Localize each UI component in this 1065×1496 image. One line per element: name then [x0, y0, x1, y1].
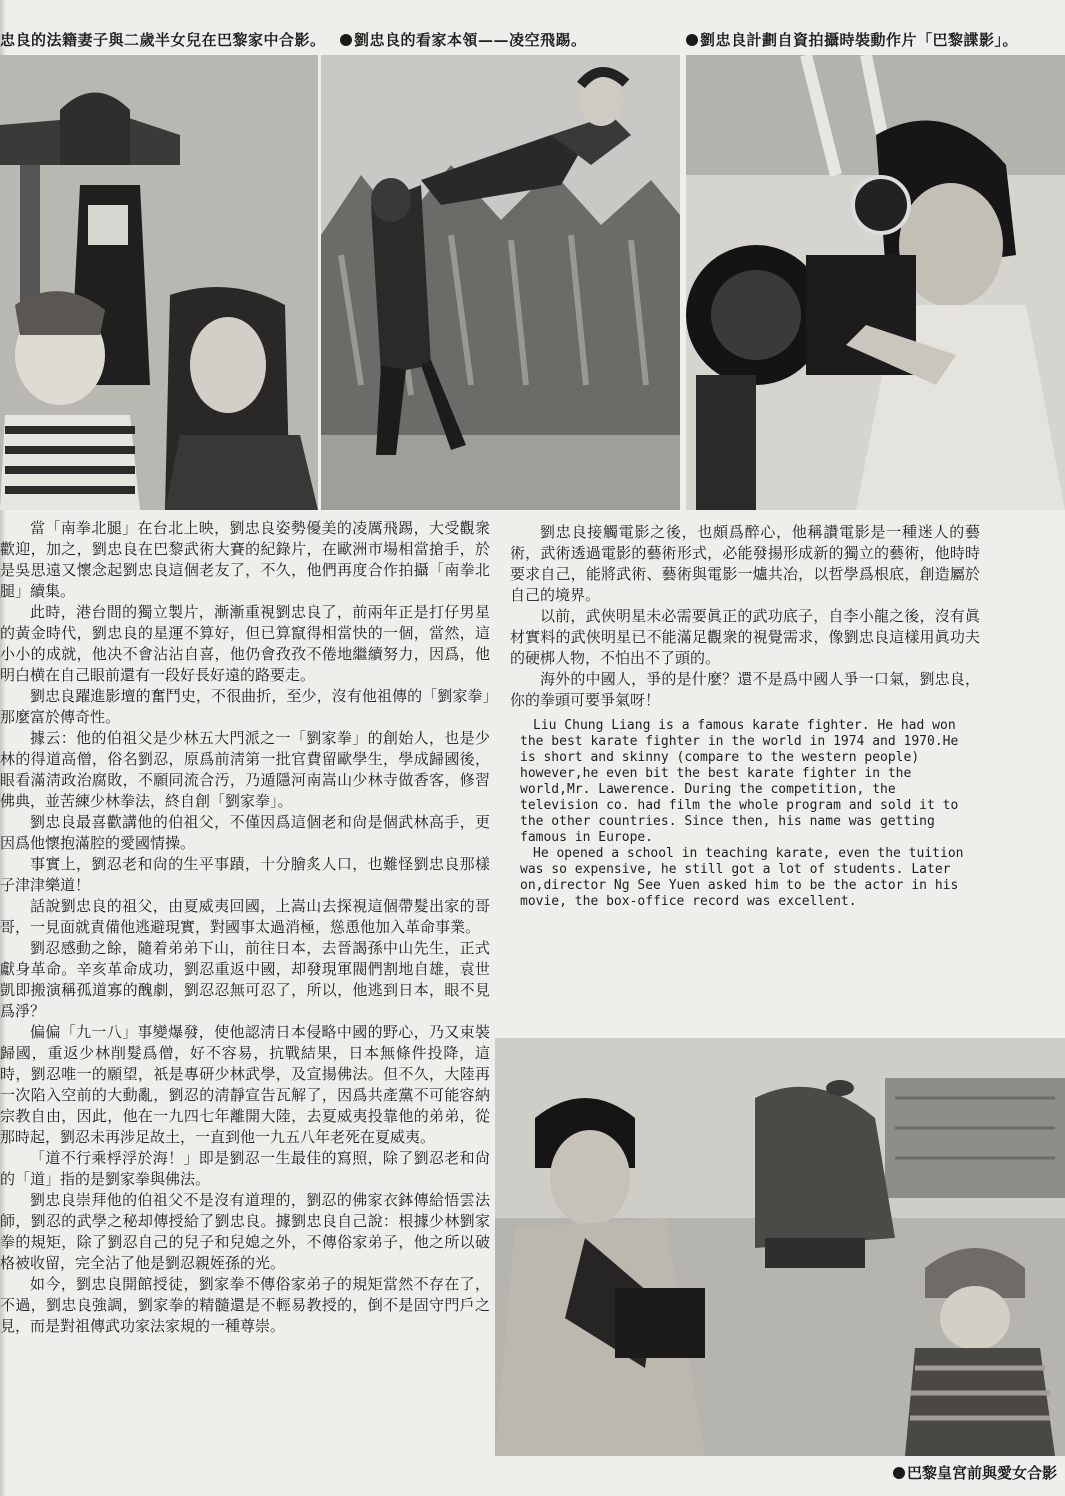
english-paragraph: Liu Chung Liang is a famous karate fighter. He had won the best karate fighter in the world in 1974 and 1970.He is short and skinny (compare to the western people) however,he even bit the best karate fighter in the world,Mr. Lawerence. During the competition, the television co. had film the whole program and sold it to the other countries. Since then, his name was getting famous in Europe.	[520, 718, 959, 845]
caption-family-photo: 忠良的法籍妻子與二歲半女兒在巴黎家中合影。	[0, 31, 326, 49]
article-paragraph: 劉忠良躍進影壇的奮鬥史，不很曲折，至少，沒有他祖傳的「劉家拳」那麼富於傳奇性。	[0, 687, 490, 726]
article-left-column	[0, 518, 490, 1337]
bullet-icon	[893, 1467, 905, 1479]
caption-palace-photo: 巴黎皇宮前與愛女合影	[893, 1462, 1057, 1483]
family-photo	[0, 55, 318, 510]
article-paragraph: 偏偏「九一八」事變爆發，使他認淸日本侵略中國的野心，乃又束裝歸國，重返少林削髮爲僧，好不容易，抗戰結果，日本無條件投降，這時，劉忍唯一的願望，祇是專研少林武學，及宣揚佛法。但不久，大陸再一次陷入空前的大動亂，劉忍的淸靜宣告瓦解了，因爲共產黨不可能容納宗教自由，因此，他在一九四七年離開大陸，去夏威夷投靠他的弟弟，從那時起，劉忍未再涉足故土，一直到他一九五八年老死在夏威夷。	[0, 1023, 490, 1146]
bullet-icon	[340, 34, 352, 46]
article-paragraph: 以前，武俠明星未必需要眞正的武功底子，自李小龍之後，沒有眞材實料的武俠明星已不能滿足觀衆的視覺需求，像劉忠良這樣用眞功夫的硬梆人物，不怕出不了頭的。	[510, 607, 980, 667]
palace-photo	[495, 1038, 1065, 1456]
film-camera-photo	[686, 55, 1065, 510]
article-paragraph: 此時，港台間的獨立製片，漸漸重視劉忠良了，前兩年正是打仔男星的黃金時代，劉忠良的星運不算好，但已算竄得相當快的一個，當然，這小小的成就，他决不會沾沾自喜，他仍會孜孜不倦地繼續努力，因爲，他明白横在自己眼前還有一段好長好遠的路要走。	[0, 603, 490, 684]
article-paragraph: 據云：他的伯祖父是少林五大門派之一「劉家拳」的創始人，也是少林的得道高僧，俗名劉忍，原爲前淸第一批官費留歐學生，學成歸國後，眼看滿淸政治腐敗，不願同流合汚，乃遁隱河南嵩山少林寺做香客，修習佛典，並苦練少林拳法，終自創「劉家拳」。	[0, 729, 490, 810]
article-paragraph: 劉忠良接觸電影之後，也頗爲醉心，他稱讚電影是一種迷人的藝術，武術透過電影的藝術形式，必能發揚形成新的獨立的藝術，他時時要求自己，能將武術、藝術與電影一爐共冶，以哲學爲根底，創造屬於自己的境界。	[510, 523, 980, 604]
bullet-icon	[686, 34, 698, 46]
article-paragraph: 劉忠良最喜歡講他的伯祖父，不僅因爲這個老和尙是個武林高手，更因爲他懷抱滿腔的愛國情操。	[0, 813, 490, 852]
english-paragraph: He opened a school in teaching karate, even the tuition was so expensive, he still got a lot of students. Later on,director Ng See Yuen asked him to be the actor in his movie, the box-office record was excellent.	[520, 846, 964, 909]
article-paragraph: 海外的中國人，爭的是什麼？還不是爲中國人爭一口氣，劉忠良，你的拳頭可要爭氣呀！	[510, 670, 980, 709]
article-paragraph: 「道不行乘桴浮於海！」即是劉忍一生最佳的寫照，除了劉忍老和尙的「道」指的是劉家拳與佛法。	[0, 1149, 490, 1188]
article-right-column	[510, 522, 980, 711]
article-paragraph: 當「南拳北腿」在台北上映，劉忠良姿勢優美的凌厲飛踢，大受觀衆歡迎，加之，劉忠良在巴黎武術大賽的紀錄片，在歐洲市場相當搶手，於是吳思遠又懷念起劉忠良這個老友了，不久，他們再度合作拍攝「南拳北腿」續集。	[0, 519, 490, 600]
article-paragraph: 劉忠良崇拜他的伯祖父不是沒有道理的，劉忍的佛家衣鉢傳給悟雲法師，劉忍的武學之秘却傳授給了劉忠良。據劉忠良自己說：根據少林劉家拳的規矩，除了劉忍自己的兒子和兒媳之外，不傳俗家弟子，他之所以破格被收留，完全沾了他是劉忍親姪孫的光。	[0, 1191, 490, 1272]
article-paragraph: 如今，劉忠良開館授徒，劉家拳不傳俗家弟子的規矩當然不存在了，不過，劉忠良強調，劉家拳的精髓還是不輕易教授的，倒不是固守門戶之見，而是對祖傳武功家法家規的一種尊崇。	[0, 1275, 490, 1335]
article-paragraph: 劉忍感動之餘，隨着弟弟下山，前往日本，去晉謁孫中山先生，正式獻身革命。辛亥革命成功，劉忍重返中國，却發現軍閥們割地自雄，袁世凱即搬演稱孤道寡的醜劇，劉忍忍無可忍了，所以，他逃到日本，眼不見爲淨？	[0, 939, 490, 1020]
caption-kick-photo: 劉忠良的看家本領——凌空飛踢。	[340, 30, 587, 50]
flying-kick-photo	[321, 55, 680, 510]
caption-camera-photo: 劉忠良計劃自資拍攝時裝動作片「巴黎諜影」。	[686, 30, 1018, 50]
article-paragraph: 話說劉忠良的祖父，由夏威夷回國，上嵩山去探視這個帶髮出家的哥哥，一見面就責備他逃避現實，對國事太過消極，慫恿他加入革命事業。	[0, 897, 490, 936]
article-paragraph: 事實上，劉忍老和尙的生平事蹟，十分膾炙人口，也難怪劉忠良那樣子津津樂道！	[0, 855, 490, 894]
english-summary	[520, 718, 980, 910]
